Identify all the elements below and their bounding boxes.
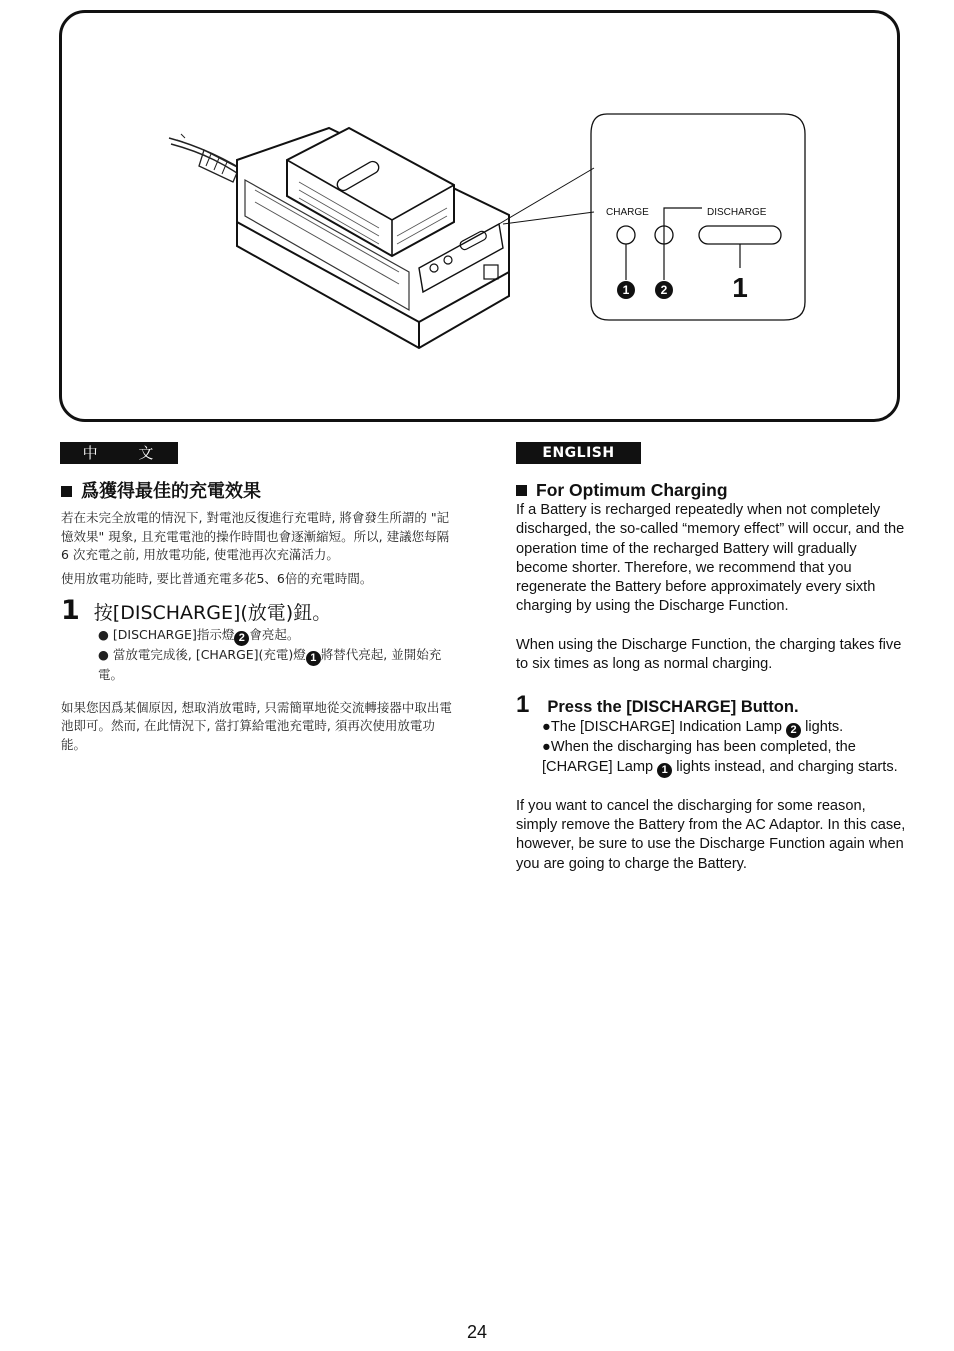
zh-bullets [98,626,456,685]
zh-step-1 [61,595,456,626]
zh-bullet-1-b: 會亮起。 [249,627,300,642]
en-para1: If a Battery is recharged repeatedly when not completely discharged, the so-called “memory effect” will occur, and the operation time of the recharged Battery will gradually become shorter. Therefore, we recommend that you regenerate the Battery before approximately every sixth charging by using the Discharge Function. [516,502,905,615]
zh-para2: 使用放電功能時, 要比普通充電多花5、6倍的充電時間。 [61,570,373,586]
en-para3: If you want to cancel the discharging for some reason, simply remove the Battery from the AC Adaptor. In this case, however, be sure to use the Discharge Function again when you are going to charge the Battery. [516,797,906,872]
en-step-1 [516,691,911,719]
en-heading-text: For Optimum Charging [536,480,728,500]
zh-step-number: 1 [61,595,80,626]
zh-bullet-2-b: 將替代亮起, 並開始充電。 [98,647,442,682]
charge-label: CHARGE [606,207,649,218]
discharge-label: DISCHARGE [707,207,767,218]
marker-1-icon: 1 [306,651,321,666]
en-bullet-2 [542,738,911,777]
en-para2: When using the Discharge Function, the charging takes five to six times as long as normal charging. [516,636,902,673]
marker-2-icon: 2 [786,723,801,738]
zh-step-title: 按[DISCHARGE](放電)鈕。 [93,602,332,624]
charger-illustration [59,10,900,422]
en-bullets [542,718,911,777]
square-bullet-icon [516,485,527,496]
discharge-button-icon [699,226,781,244]
zh-bullet-2-a: ● 當放電完成後, [CHARGE](充電)燈 [98,647,306,662]
zh-para1: 若在未完全放電的情況下, 對電池反復進行充電時, 將會發生所謂的 "記憶效果" 現象, 且充電電池的操作時間也會逐漸縮短。所以, 建議您每隔 6 次充電之前, 用放電功能, 使電池再次充滿活力。 [61,510,450,562]
en-heading [516,479,911,501]
zh-bullet-1-a: ● [DISCHARGE]指示燈 [98,627,235,642]
english-column [516,479,911,874]
lang-tag-chinese: 中 文 [60,442,178,464]
zh-heading [61,480,456,504]
chinese-column [61,480,456,754]
marker-2-icon: 2 [234,631,249,646]
zh-bullet-1 [98,626,456,646]
zh-bullet-2 [98,646,456,685]
callout-button-number: 1 [732,272,748,303]
en-bullet-1 [542,718,911,738]
callout-2-label: 2 [660,283,668,297]
en-bullet-1-a: ●The [DISCHARGE] Indication Lamp [542,719,782,736]
lang-tag-english: ENGLISH [516,442,641,464]
zh-para3: 如果您因爲某個原因, 想取消放電時, 只需簡單地從交流轉接器中取出電池即可。然而, 在此情況下, 當打算給電池充電時, 須再次使用放電功能。 [61,699,452,752]
en-step-number: 1 [516,691,530,719]
en-bullet-2-a: ●When the discharging has been completed, the [CHARGE] Lamp [542,739,856,775]
marker-1-icon: 1 [657,763,672,778]
zh-heading-text: 爲獲得最佳的充電效果 [81,481,261,502]
en-bullet-2-b: lights instead, and charging starts. [676,758,898,775]
callout-1-label: 1 [622,283,630,297]
page-number: 24 [466,1322,488,1342]
en-step-title: Press the [DISCHARGE] Button. [547,698,799,717]
en-bullet-1-b: lights. [805,719,844,736]
charge-lamp-icon [617,226,635,244]
square-bullet-icon [61,486,72,497]
